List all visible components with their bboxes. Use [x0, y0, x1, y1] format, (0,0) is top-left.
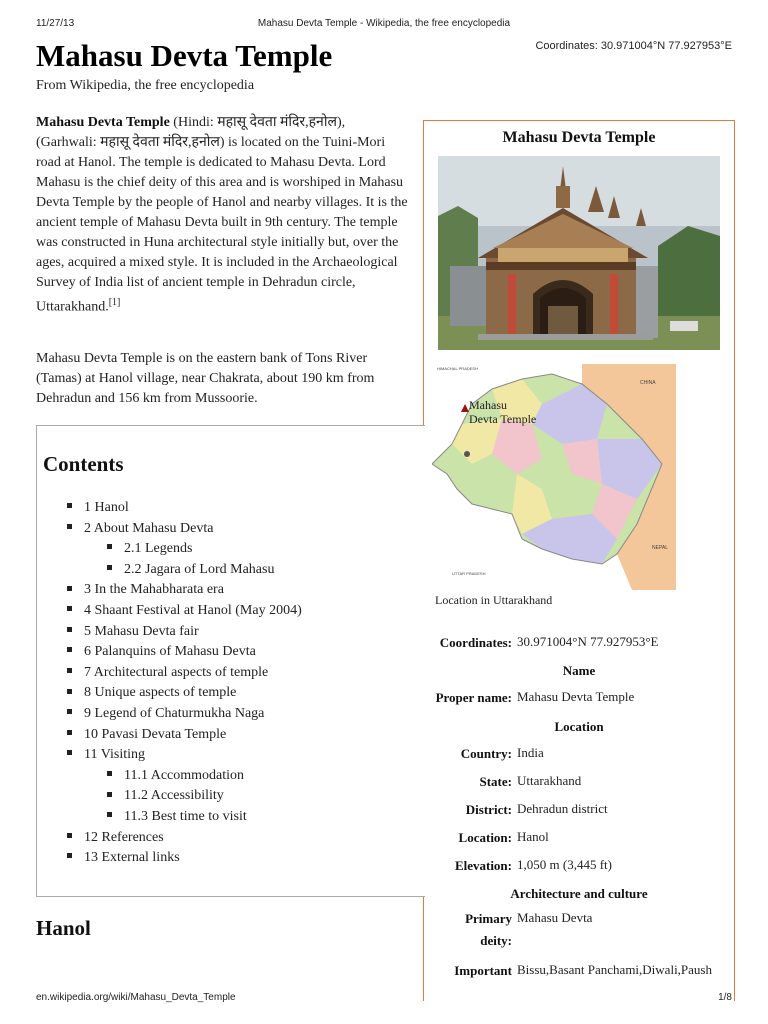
bullet-icon — [67, 606, 72, 611]
toc-item[interactable]: 11.3 Best time to visit — [107, 809, 247, 825]
toc-item[interactable]: 8 Unique aspects of temple — [67, 685, 236, 701]
toc-item[interactable]: 1 Hanol — [67, 500, 129, 516]
toc-title: Contents — [43, 452, 124, 476]
bullet-icon — [107, 544, 112, 549]
toc-item[interactable]: 10 Pavasi Devata Temple — [67, 727, 226, 743]
country-label: Country: — [460, 746, 512, 761]
intro-paragraph — [36, 113, 408, 318]
important-value: Bissu,Basant Panchami,Diwali,Paush — [517, 962, 712, 977]
page-title: Mahasu Devta Temple — [36, 38, 333, 73]
bullet-icon — [67, 668, 72, 673]
country-value[interactable]: India — [517, 745, 544, 760]
map-label-himachal: HIMACHAL PRADESH — [437, 366, 478, 371]
toc-item[interactable]: 11.1 Accommodation — [107, 768, 244, 784]
location-map[interactable] — [432, 364, 676, 590]
toc-item[interactable]: 2 About Mahasu Devta — [67, 521, 213, 537]
coordinates-label: Coordinates: — [439, 635, 512, 650]
print-date: 11/27/13 — [36, 18, 75, 29]
section-architecture: Architecture and culture — [510, 886, 648, 901]
primary-deity-value: Mahasu Devta — [517, 910, 593, 925]
intro-text: (Hindi: महासू देवता मंदिर,हनोल), (Garhwali: महासू देवता मंदिर,हनोल) is located on the Tuini-Mori road at Hanol. The temple is dedicated to Mahasu Devta. Lord Mahasu is the chief deity of this area and is worshiped in Mahasu Devta Temple by the people of Hanol and nearby villages. It is the ancient temple of Mahasu Devta built in 9th century. The temple was constructed in Huna architectural style initially but, over the ages, acquired a mixed style. It is included in the Archaeological Survey of India list of ancient temple in Dehradun circle, Uttarakhand. — [36, 115, 408, 315]
toc-item[interactable]: 11 Visiting — [67, 747, 145, 763]
bullet-icon — [107, 812, 112, 817]
from-wikipedia: From Wikipedia, the free encyclopedia — [36, 78, 255, 93]
bullet-icon — [107, 792, 112, 797]
bullet-icon — [67, 524, 72, 529]
bullet-icon — [67, 586, 72, 591]
proper-name-label: Proper name: — [435, 690, 512, 705]
section-name: Name — [562, 663, 596, 678]
bullet-icon — [67, 627, 72, 632]
bullet-icon — [67, 647, 72, 652]
print-footer-url: en.wikipedia.org/wiki/Mahasu_Devta_Temple — [36, 992, 236, 1003]
toc-item[interactable]: 3 In the Mahabharata era — [67, 582, 224, 598]
toc-item[interactable]: 7 Architectural aspects of temple — [67, 665, 268, 681]
toc-item[interactable]: 11.2 Accessibility — [107, 788, 224, 804]
map-label-up: UTTAR PRADESH — [452, 571, 486, 576]
infobox-title: Mahasu Devta Temple — [502, 129, 656, 146]
intro-bold-name: Mahasu Devta Temple — [36, 115, 170, 130]
state-label: State: — [479, 774, 512, 789]
map-label-china: CHINA — [640, 380, 656, 386]
district-value[interactable]: Dehradun district — [517, 801, 608, 816]
toc-item[interactable]: 9 Legend of Chaturmukha Naga — [67, 706, 264, 722]
coordinates-top[interactable]: Coordinates: 30.971004°N 77.927953°E — [535, 40, 732, 52]
section-location: Location — [554, 719, 604, 734]
print-page-title: Mahasu Devta Temple - Wikipedia, the free encyclopedia — [257, 18, 511, 29]
bullet-icon — [107, 565, 112, 570]
important-label: Important — [454, 963, 512, 978]
bullet-icon — [67, 709, 72, 714]
location-value[interactable]: Hanol — [517, 829, 549, 844]
toc-item[interactable]: 2.2 Jagara of Lord Mahasu — [107, 562, 274, 578]
primary-deity-label-2: deity: — [480, 933, 512, 948]
bullet-icon — [67, 689, 72, 694]
proper-name-value: Mahasu Devta Temple — [517, 689, 635, 704]
location-paragraph: Mahasu Devta Temple is on the eastern bank of Tons River (Tamas) at Hanol village, near Chakrata, about 190 km from Dehradun and 156 km from Mussoorie. — [36, 351, 375, 406]
toc-item[interactable]: 6 Palanquins of Mahasu Devta — [67, 644, 256, 660]
toc-item[interactable]: 12 References — [67, 830, 164, 846]
section-heading-hanol: Hanol — [36, 916, 91, 940]
map-marker-label-1: Mahasu — [469, 398, 507, 412]
toc-item[interactable]: 2.1 Legends — [107, 541, 192, 557]
bullet-icon — [67, 750, 72, 755]
coordinates-value[interactable]: 30.971004°N 77.927953°E — [517, 634, 659, 649]
location-label: Location: — [458, 830, 512, 845]
district-label: District: — [465, 802, 512, 817]
map-label-nepal: NEPAL — [652, 545, 669, 551]
primary-deity-label-1: Primary — [465, 911, 512, 926]
toc-item[interactable]: 4 Shaant Festival at Hanol (May 2004) — [67, 603, 302, 619]
temple-photo[interactable] — [438, 156, 720, 350]
elevation-value: 1,050 m (3,445 ft) — [517, 857, 612, 872]
bullet-icon — [67, 503, 72, 508]
bullet-icon — [67, 833, 72, 838]
state-value[interactable]: Uttarakhand — [517, 773, 582, 788]
map-marker-label-2: Devta Temple — [469, 412, 537, 426]
infobox — [423, 120, 735, 1001]
elevation-label: Elevation: — [454, 858, 512, 873]
toc-item[interactable]: 5 Mahasu Devta fair — [67, 624, 199, 640]
toc-item[interactable]: 13 External links — [67, 850, 180, 866]
bullet-icon — [67, 853, 72, 858]
table-of-contents — [36, 425, 425, 897]
bullet-icon — [107, 771, 112, 776]
print-footer-page: 1/8 — [718, 992, 732, 1003]
bullet-icon — [67, 730, 72, 735]
ref-link[interactable]: [1] — [108, 297, 121, 308]
map-caption: Location in Uttarakhand — [435, 593, 553, 607]
